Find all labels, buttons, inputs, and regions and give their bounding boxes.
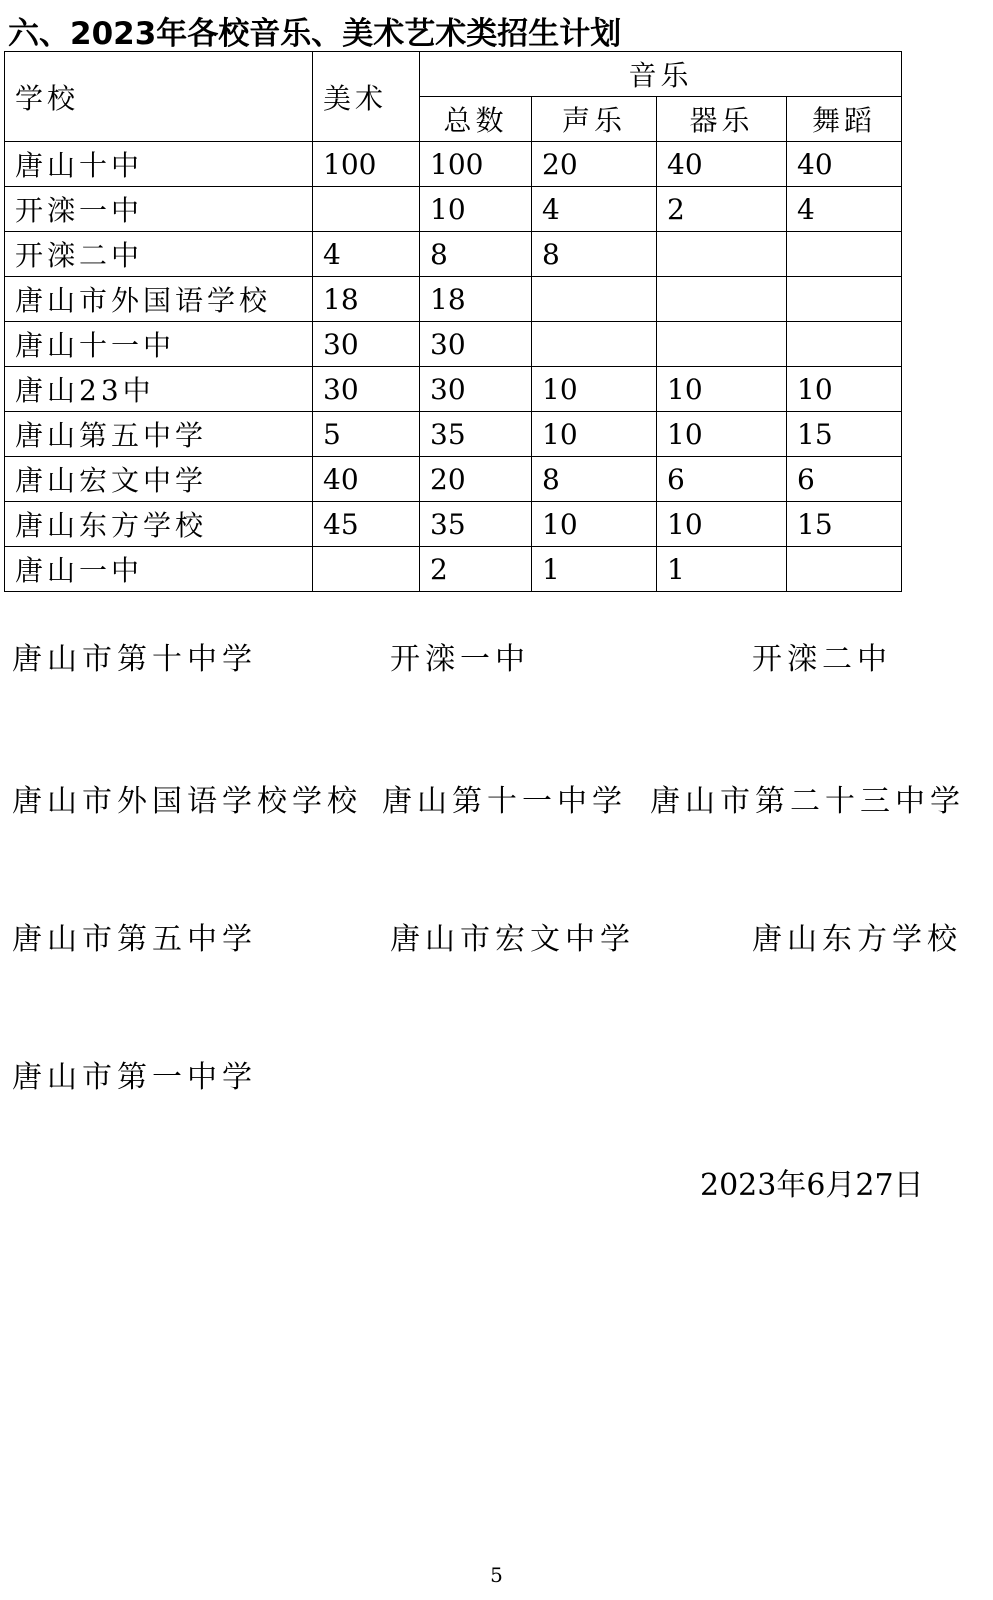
cell-art: 30 [313, 322, 420, 367]
cell-music-total: 2 [420, 547, 532, 592]
signature-kailuan-no2: 开滦二中 [752, 642, 892, 677]
cell-music-total: 30 [420, 322, 532, 367]
header-music-vocal: 声乐 [532, 97, 657, 142]
cell-music-dance: 15 [787, 412, 902, 457]
cell-school: 唐山一中 [5, 547, 313, 592]
cell-music-total: 35 [420, 412, 532, 457]
cell-school: 唐山宏文中学 [5, 457, 313, 502]
table-row [5, 187, 902, 232]
header-music: 音乐 [420, 52, 902, 97]
cell-music-vocal: 8 [532, 457, 657, 502]
cell-art: 18 [313, 277, 420, 322]
signature-tangshan-no5: 唐山市第五中学 [12, 922, 257, 957]
cell-music-vocal: 4 [532, 187, 657, 232]
signature-tangshan-no23: 唐山市第二十三中学 [650, 784, 965, 819]
table-row [5, 277, 902, 322]
cell-art: 40 [313, 457, 420, 502]
cell-music-instrumental: 6 [657, 457, 787, 502]
cell-music-instrumental: 10 [657, 367, 787, 412]
cell-music-dance [787, 277, 902, 322]
cell-school: 开滦二中 [5, 232, 313, 277]
cell-music-total: 18 [420, 277, 532, 322]
header-music-total: 总数 [420, 97, 532, 142]
table-header-row [5, 52, 902, 97]
cell-music-instrumental: 10 [657, 502, 787, 547]
cell-music-dance: 10 [787, 367, 902, 412]
table-row [5, 502, 902, 547]
signature-dongfang-school: 唐山东方学校 [752, 922, 962, 957]
cell-music-dance [787, 232, 902, 277]
document-date: 2023年6月27日 [700, 1168, 924, 1203]
table-row [5, 322, 902, 367]
enrollment-plan-table [4, 51, 902, 592]
cell-art: 45 [313, 502, 420, 547]
cell-music-dance: 4 [787, 187, 902, 232]
cell-art: 100 [313, 142, 420, 187]
header-music-instrumental: 器乐 [657, 97, 787, 142]
cell-music-vocal [532, 277, 657, 322]
cell-art: 30 [313, 367, 420, 412]
cell-music-dance [787, 322, 902, 367]
cell-art: 4 [313, 232, 420, 277]
page-number: 5 [490, 1563, 503, 1587]
cell-school: 唐山十一中 [5, 322, 313, 367]
table-row [5, 232, 902, 277]
cell-music-vocal: 10 [532, 412, 657, 457]
cell-music-instrumental: 40 [657, 142, 787, 187]
table-row [5, 457, 902, 502]
signature-hongwen-school: 唐山市宏文中学 [390, 922, 635, 957]
signature-tangshan-no1: 唐山市第一中学 [12, 1060, 257, 1095]
cell-school: 唐山十中 [5, 142, 313, 187]
cell-music-instrumental [657, 322, 787, 367]
signature-tangshan-no11: 唐山第十一中学 [382, 784, 627, 819]
cell-art [313, 187, 420, 232]
cell-music-total: 20 [420, 457, 532, 502]
cell-music-vocal: 1 [532, 547, 657, 592]
cell-music-total: 30 [420, 367, 532, 412]
cell-music-vocal: 10 [532, 367, 657, 412]
cell-school: 唐山市外国语学校 [5, 277, 313, 322]
cell-art: 5 [313, 412, 420, 457]
cell-music-total: 8 [420, 232, 532, 277]
signature-kailuan-no1: 开滦一中 [390, 642, 530, 677]
cell-music-vocal: 10 [532, 502, 657, 547]
table-row [5, 142, 902, 187]
cell-school: 唐山东方学校 [5, 502, 313, 547]
table-row [5, 367, 902, 412]
header-school: 学校 [5, 52, 313, 142]
cell-music-dance: 15 [787, 502, 902, 547]
cell-music-instrumental [657, 277, 787, 322]
cell-music-dance: 40 [787, 142, 902, 187]
header-music-dance: 舞蹈 [787, 97, 902, 142]
cell-art [313, 547, 420, 592]
cell-music-total: 35 [420, 502, 532, 547]
cell-music-instrumental [657, 232, 787, 277]
cell-school: 唐山第五中学 [5, 412, 313, 457]
table-row [5, 547, 902, 592]
cell-music-dance [787, 547, 902, 592]
header-art: 美术 [313, 52, 420, 142]
cell-music-instrumental: 10 [657, 412, 787, 457]
cell-music-vocal: 20 [532, 142, 657, 187]
cell-music-instrumental: 1 [657, 547, 787, 592]
signature-foreign-language-school: 唐山市外国语学校学校 [12, 784, 362, 819]
table-row [5, 412, 902, 457]
document-title: 六、2023年各校音乐、美术艺术类招生计划 [8, 16, 622, 52]
cell-music-vocal: 8 [532, 232, 657, 277]
cell-school: 唐山23中 [5, 367, 313, 412]
cell-music-total: 10 [420, 187, 532, 232]
cell-music-instrumental: 2 [657, 187, 787, 232]
cell-music-dance: 6 [787, 457, 902, 502]
signature-tangshan-no10: 唐山市第十中学 [12, 642, 257, 677]
cell-music-vocal [532, 322, 657, 367]
cell-music-total: 100 [420, 142, 532, 187]
cell-school: 开滦一中 [5, 187, 313, 232]
